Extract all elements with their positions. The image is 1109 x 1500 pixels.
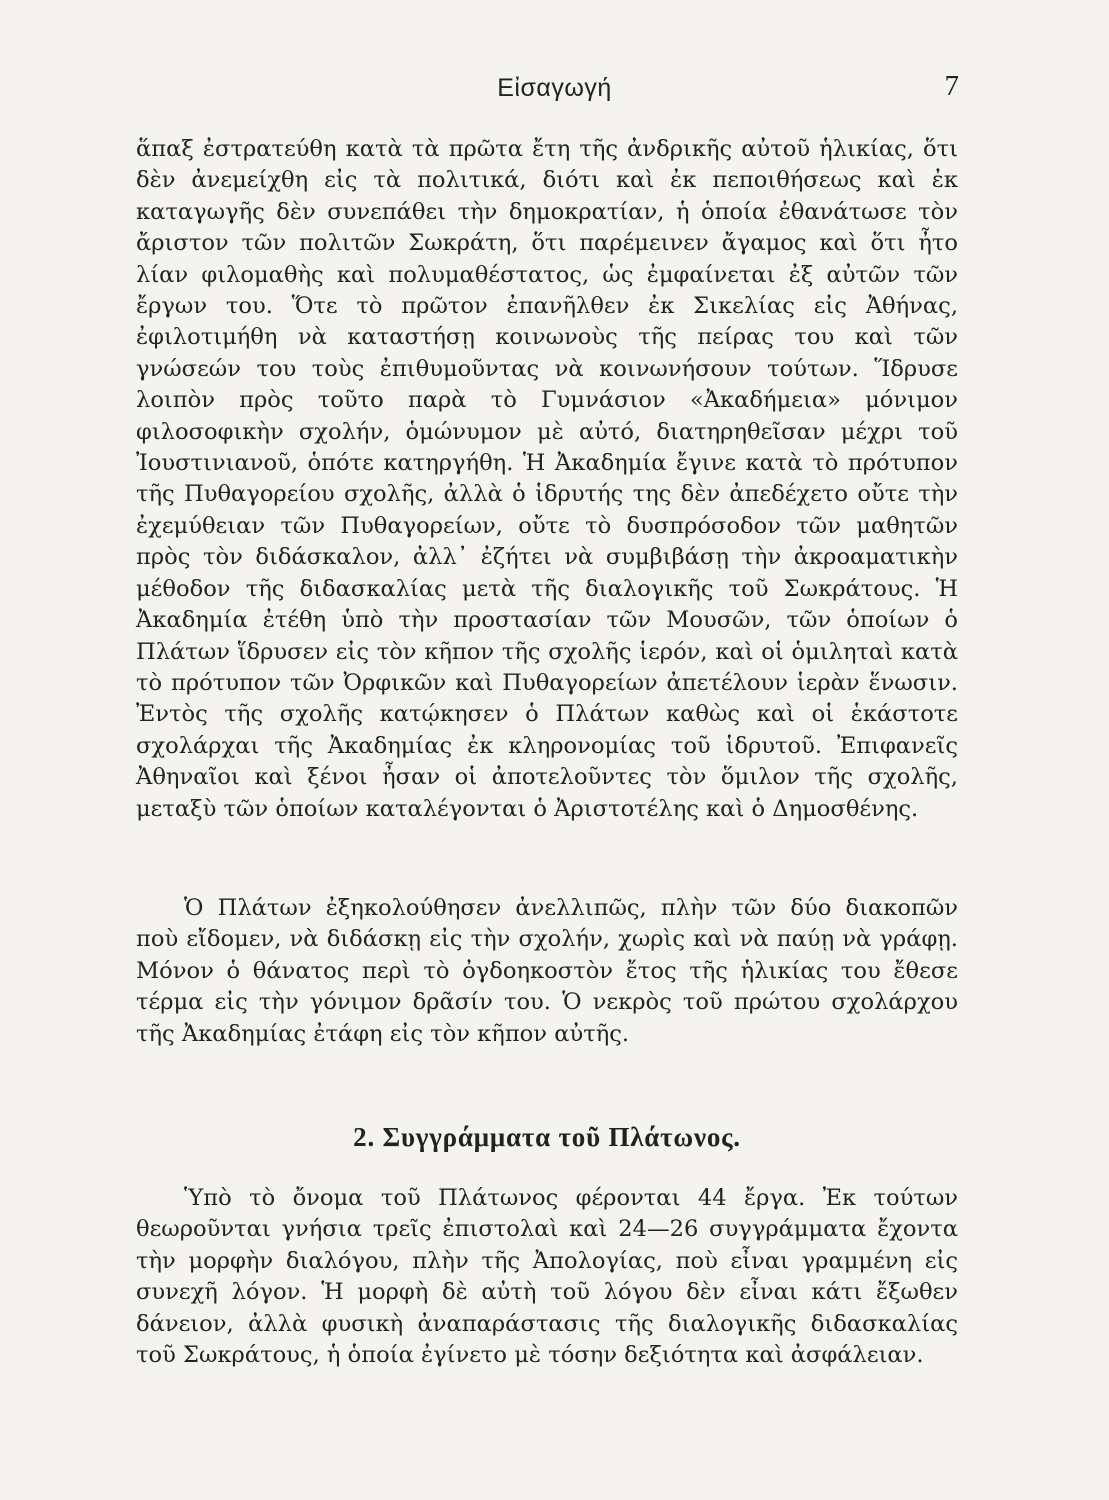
paragraph-plato-death: Ὁ Πλάτων ἐξηκολούθησεν ἀνελλιπῶς, πλὴν τῶν δύο διακοπῶν ποὺ εἴδομεν, νὰ διδάσκῃ εἰς τὴν σχολήν, χωρὶς καὶ νὰ παύῃ νὰ γράφῃ. Μόνον ὁ θάνατος περὶ τὸ ὀγδοηκοστὸν ἔτος τῆς ἡλικίας του ἔθεσε τέρμα εἰς τὴν γόνιμον δρᾶσίν του. Ὁ νεκρὸς τοῦ πρώτου σχολάρχου τῆς Ἀκαδημίας ἐτάφη εἰς τὸν κῆπον αὐτῆς. [136,895,958,1047]
paragraph-writings: Ὑπὸ τὸ ὄνομα τοῦ Πλάτωνος φέρονται 44 ἔργα. Ἐκ τούτων θεωροῦνται γνήσια τρεῖς ἐπιστολαὶ καὶ 24—26 συγγράμματα ἔχοντα τὴν μορφὴν διαλόγου, πλὴν τῆς Ἀπολογίας, ποὺ εἶναι γραμμένη εἰς συνεχῆ λόγον. Ἡ μορφὴ δὲ αὐτὴ τοῦ λόγου δὲν εἶναι κάτι ἔξωθεν δάνειον, ἀλλὰ φυσικὴ ἀναπαράστασις τῆς διαλογικῆς διδασκαλίας τοῦ Σωκράτους, ἡ ὁποία ἐγίνετο μὲ τόσην δεξιότητα καὶ ἀσφάλειαν. [136,1185,958,1369]
paragraph-continuation: ἅπαξ ἐστρατεύθη κατὰ τὰ πρῶτα ἔτη τῆς ἀνδρικῆς αὐτοῦ ἡλικίας, ὅτι δὲν ἀνεμείχθη εἰς τὰ πολιτικά, διότι καὶ ἐκ πεποιθήσεως καὶ ἐκ καταγωγῆς δὲν συνεπάθει τὴν δημοκρατίαν, ἡ ὁποία ἐθανάτωσε τὸν ἄριστον τῶν πολιτῶν Σωκράτη, ὅτι παρέμεινεν ἄγαμος καὶ ὅτι ἦτο λίαν φιλομαθὴς καὶ πολυμαθέστατος, ὡς ἐμφαίνεται ἐξ αὐτῶν τῶν ἔργων του. Ὅτε τὸ πρῶτον ἐπανῆλθεν ἐκ Σικελίας εἰς Ἀθήνας, ἐφιλοτιμήθη νὰ καταστήσῃ κοινωνοὺς τῆς πείρας του καὶ τῶν γνώσεών του τοὺς ἐπιθυμοῦντας νὰ κοινωνήσουν τούτων. Ἵδρυσε λοιπὸν πρὸς τοῦτο παρὰ τὸ Γυμνάσιον «Ἀκαδήμεια» μόνιμον φιλοσοφικὴν σχολήν, ὁμώνυμον μὲ αὐτό, διατηρηθεῖσαν μέχρι τοῦ Ἰουστινιανοῦ, ὁπότε κατηργήθη. Ἡ Ἀκαδημία ἔγινε κατὰ τὸ πρότυπον τῆς Πυθαγορείου σχολῆς, ἀλλὰ ὁ ἱδρυτής της δὲν ἀπεδέχετο οὔτε τὴν ἐχεμύθειαν τῶν Πυθαγορείων, οὔτε τὸ δυσπρόσοδον τῶν μαθητῶν πρὸς τὸν διδάσκαλον, ἀλλ᾽ ἐζήτει νὰ συμβιβάσῃ τὴν ἀκροαματικὴν μέθοδον τῆς διδασκαλίας μετὰ τῆς διαλογικῆς τοῦ Σωκράτους. Ἡ Ἀκαδημία ἐτέθη ὑπὸ τὴν προστασίαν τῶν Μουσῶν, τῶν ὁποίων ὁ Πλάτων ἵδρυσεν εἰς τὸν κῆπον τῆς σχολῆς ἱερόν, καὶ οἱ ὁμιληταὶ κατὰ τὸ πρότυπον τῶν Ὀρφικῶν καὶ Πυθαγορείων ἀπετέλουν ἱερὰν ἕνωσιν. Ἐντὸς τῆς σχολῆς κατῴκησεν ὁ Πλάτων καθὼς καὶ οἱ ἑκάστοτε σχολάρχαι τῆς Ἀκαδημίας ἐκ κληρονομίας τοῦ ἱδρυτοῦ. Ἐπιφανεῖς Ἀθηναῖοι καὶ ξένοι ἦσαν οἱ ἀποτελοῦντες τὸν ὅμιλον τῆς σχολῆς, μεταξὺ τῶν ὁποίων καταλέγονται ὁ Ἀριστοτέλης καὶ ὁ Δημοσθένης. [136,136,958,822]
text-block-plato-death [136,893,958,1050]
running-title: Εἰσαγωγή [497,74,612,102]
text-block-writings [136,1183,958,1371]
page-header [0,70,1109,110]
section-heading: 2. Συγγράμματα τοῦ Πλάτωνος. [353,1122,741,1152]
page-number: 7 [944,70,959,102]
text-block-continuation [136,134,958,825]
